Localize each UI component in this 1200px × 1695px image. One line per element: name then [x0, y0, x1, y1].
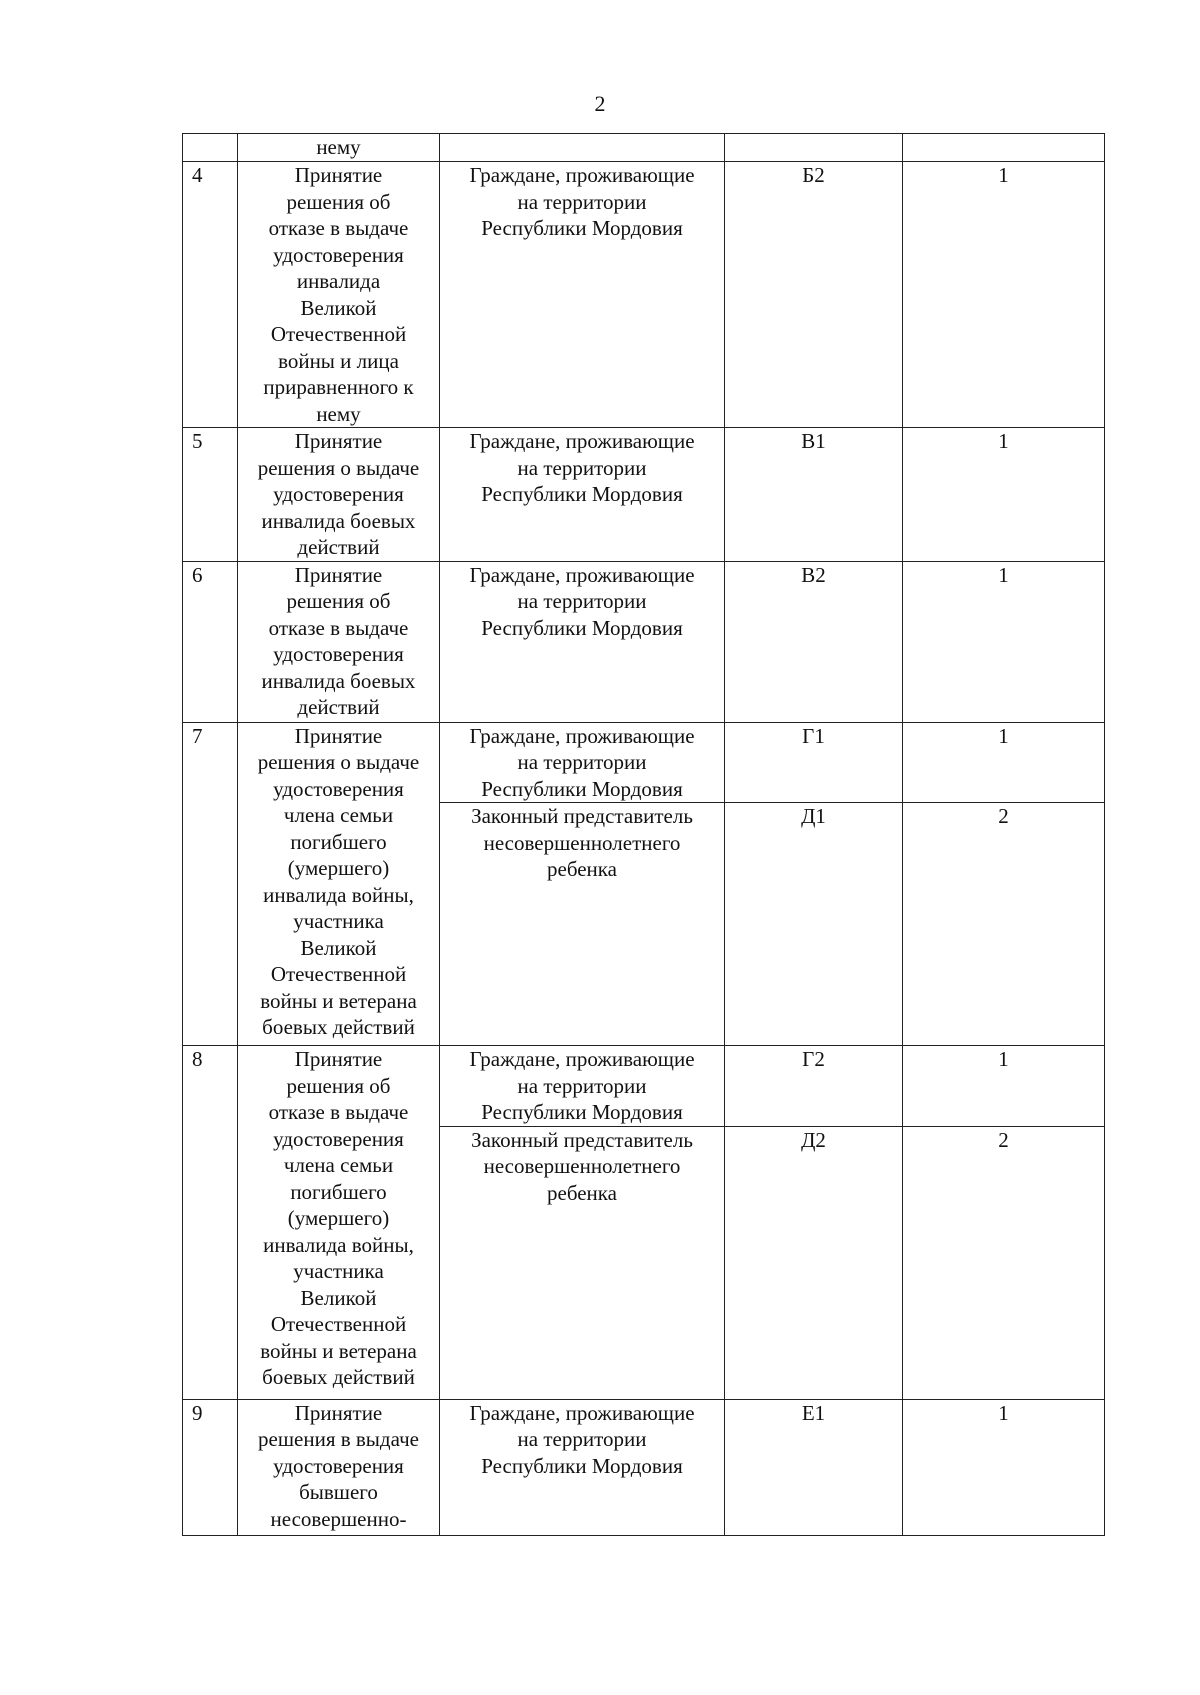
- num-cell: [183, 134, 238, 162]
- table-row: [183, 1399, 1105, 1535]
- num-cell: 8: [183, 1046, 238, 1400]
- count-cell: [903, 134, 1105, 162]
- code-cell: В2: [725, 561, 903, 722]
- applicant-cell: Граждане, проживающие на территории Республики Мордовия: [440, 1399, 725, 1535]
- decision-cell: нему: [238, 134, 440, 162]
- count-cell: 1: [903, 561, 1105, 722]
- decision-cell: Принятие решения о выдаче удостоверения члена семьи погибшего (умершего) инвалида войны, участника Великой Отечественной войны и ветерана боевых действий: [238, 722, 440, 1046]
- decision-cell: Принятие решения о выдаче удостоверения инвалида боевых действий: [238, 428, 440, 562]
- applicant-cell: Граждане, проживающие на территории Республики Мордовия: [440, 561, 725, 722]
- count-cell: 1: [903, 1399, 1105, 1535]
- num-cell: 5: [183, 428, 238, 562]
- count-cell: 1: [903, 1046, 1105, 1127]
- applicant-cell: Граждане, проживающие на территории Республики Мордовия: [440, 428, 725, 562]
- num-cell: 7: [183, 722, 238, 1046]
- code-cell: [725, 134, 903, 162]
- applicant-cell: [440, 134, 725, 162]
- decision-cell: Принятие решения в выдаче удостоверения бывшего несовершенно-: [238, 1399, 440, 1535]
- count-cell: 1: [903, 162, 1105, 428]
- num-cell: 9: [183, 1399, 238, 1535]
- page-number: 2: [594, 91, 606, 116]
- count-cell: 1: [903, 428, 1105, 562]
- table-row: [183, 162, 1105, 428]
- count-cell: 2: [903, 1126, 1105, 1399]
- code-cell: Г1: [725, 722, 903, 803]
- code-cell: Е1: [725, 1399, 903, 1535]
- applicant-cell: Законный представитель несовершеннолетнего ребенка: [440, 1126, 725, 1399]
- table-row: [183, 561, 1105, 722]
- count-cell: 2: [903, 803, 1105, 1046]
- code-cell: Д2: [725, 1126, 903, 1399]
- table-row: [183, 722, 1105, 803]
- code-cell: Б2: [725, 162, 903, 428]
- document-table: [182, 133, 1105, 1536]
- code-cell: Д1: [725, 803, 903, 1046]
- decision-cell: Принятие решения об отказе в выдаче удостоверения инвалида боевых действий: [238, 561, 440, 722]
- table-row: [183, 134, 1105, 162]
- code-cell: Г2: [725, 1046, 903, 1127]
- num-cell: 4: [183, 162, 238, 428]
- table-row: [183, 1046, 1105, 1127]
- decision-cell: Принятие решения об отказе в выдаче удостоверения члена семьи погибшего (умершего) инвалида войны, участника Великой Отечественной войны и ветерана боевых действий: [238, 1046, 440, 1400]
- table-row: [183, 428, 1105, 562]
- num-cell: 6: [183, 561, 238, 722]
- code-cell: В1: [725, 428, 903, 562]
- applicant-cell: Граждане, проживающие на территории Республики Мордовия: [440, 1046, 725, 1127]
- applicant-cell: Граждане, проживающие на территории Республики Мордовия: [440, 162, 725, 428]
- count-cell: 1: [903, 722, 1105, 803]
- decision-cell: Принятие решения об отказе в выдаче удостоверения инвалида Великой Отечественной войны и лица приравненного к нему: [238, 162, 440, 428]
- applicant-cell: Граждане, проживающие на территории Республики Мордовия: [440, 722, 725, 803]
- applicant-cell: Законный представитель несовершеннолетнего ребенка: [440, 803, 725, 1046]
